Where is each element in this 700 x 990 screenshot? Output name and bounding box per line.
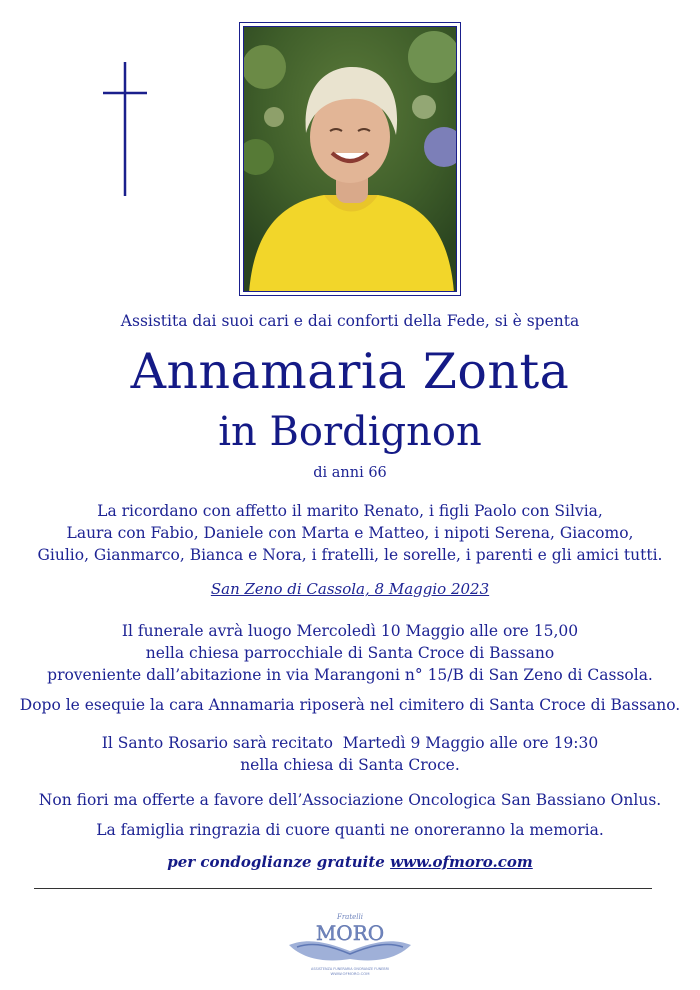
age-text: di anni 66 bbox=[313, 465, 387, 481]
remembrance-line: La ricordano con affetto il marito Renato, i figli Paolo con Silvia, bbox=[97, 502, 603, 520]
logo-small-text: ASSISTENZA FUNERARIA ONORANZE FUNEBRI bbox=[311, 967, 389, 971]
logo-top-text: Fratelli bbox=[336, 913, 364, 921]
funeral-paragraph bbox=[0, 620, 700, 686]
remembrance-paragraph bbox=[0, 500, 700, 566]
rosary-line: Il Santo Rosario sarà recitato Martedì 9 Maggio alle ore 19:30 bbox=[101, 734, 599, 752]
remembrance-line: Giulio, Gianmarco, Bianca e Nora, i fratelli, le sorelle, i parenti e gli amici tutti. bbox=[37, 546, 663, 564]
deceased-name: Annamaria Zonta bbox=[130, 343, 570, 400]
moro-logo bbox=[279, 907, 421, 977]
funeral-line: proveniente dall’abitazione in via Marangoni n° 15/B di San Zeno di Cassola. bbox=[47, 666, 653, 684]
condolences-line bbox=[0, 853, 700, 871]
rosary-paragraph bbox=[0, 732, 700, 776]
thanks-text: La famiglia ringrazia di cuore quanti ne onoreranno la memoria. bbox=[96, 821, 604, 839]
condolences-label: per condoglianze gratuite bbox=[167, 853, 385, 871]
place-date: San Zeno di Cassola, 8 Maggio 2023 bbox=[210, 580, 490, 598]
rosary-line: nella chiesa di Santa Croce. bbox=[240, 756, 460, 774]
cross-icon bbox=[103, 62, 147, 196]
divider bbox=[34, 888, 652, 889]
funeral-line: Il funerale avrà luogo Mercoledì 10 Maggio alle ore 15,00 bbox=[121, 622, 579, 640]
remembrance-line: Laura con Fabio, Daniele con Marta e Matteo, i nipoti Serena, Giacomo, bbox=[66, 524, 634, 542]
logo-url-text: WWW.OFMORO.COM bbox=[330, 971, 370, 976]
donations-text: Non fiori ma offerte a favore dell’Associazione Oncologica San Bassiano Onlus. bbox=[38, 791, 662, 809]
logo-name-text: MORO bbox=[315, 921, 385, 945]
condolences-link[interactable]: www.ofmoro.com bbox=[390, 853, 533, 871]
burial-text: Dopo le esequie la cara Annamaria riposerà nel cimitero di Santa Croce di Bassano. bbox=[19, 696, 681, 714]
portrait-photo bbox=[239, 22, 461, 296]
married-name: in Bordignon bbox=[218, 409, 482, 455]
intro-text: Assistita dai suoi cari e dai conforti della Fede, si è spenta bbox=[120, 312, 580, 330]
funeral-line: nella chiesa parrocchiale di Santa Croce di Bassano bbox=[145, 644, 555, 662]
portrait-image bbox=[244, 27, 457, 292]
